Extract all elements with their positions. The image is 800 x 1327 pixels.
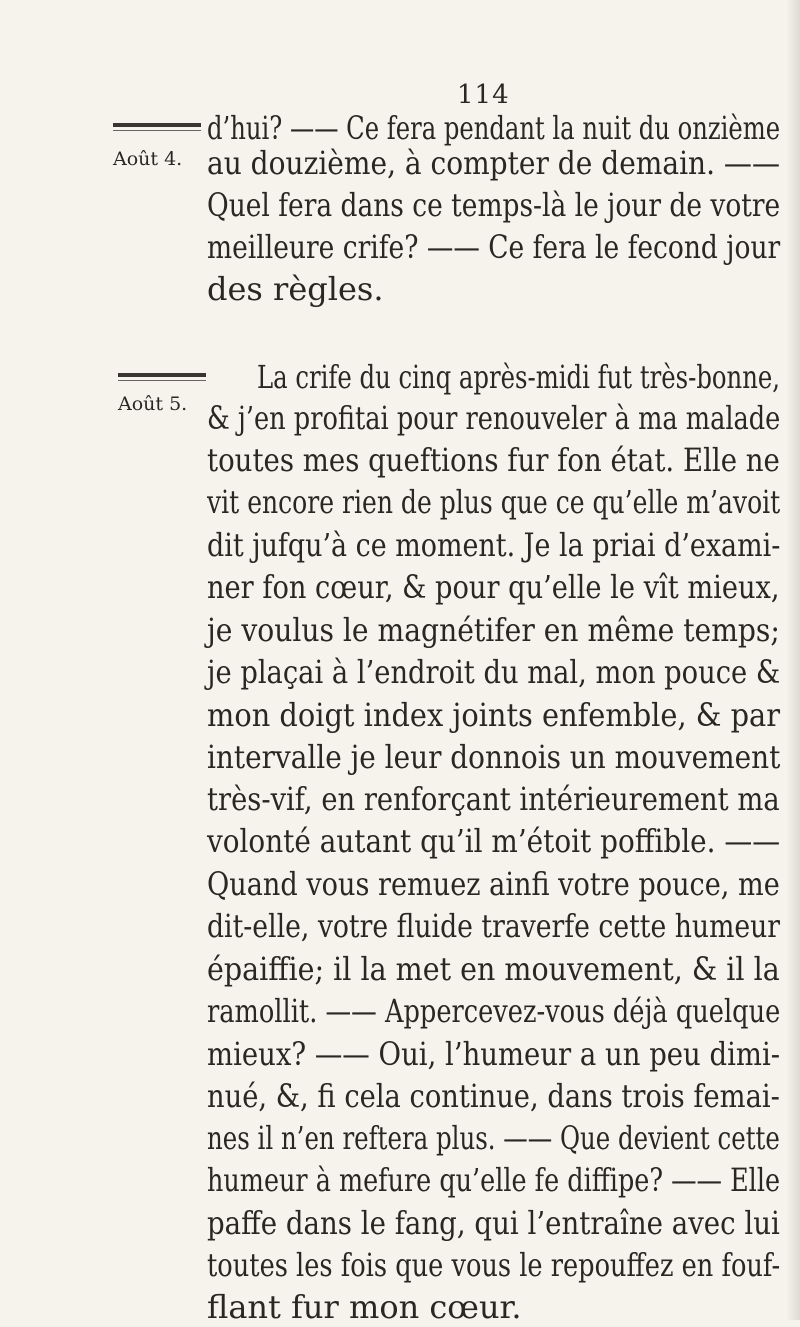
text-line: mon doigt index joints enfemble, & par xyxy=(207,696,781,734)
text-line: nes il n’en reftera plus. —— Que devient cette xyxy=(207,1119,780,1157)
text-line: ner fon cœur, & pour qu’elle le vît mieux, xyxy=(207,568,780,606)
text-line: je plaçai à l’endroit du mal, mon pouce & xyxy=(207,653,781,691)
text-line: dit jufqu’à ce moment. Je la priai d’exami- xyxy=(207,526,781,564)
text-line: Quel fera dans ce temps-là le jour de votre xyxy=(207,186,781,224)
margin-rule xyxy=(113,123,201,127)
text-line: au douzième, à compter de demain. —— xyxy=(207,144,780,182)
margin-note-date: Août 4. xyxy=(113,148,183,170)
text-line: vit encore rien de plus que ce qu’elle m’avoit xyxy=(207,483,781,521)
text-line: paffe dans le fang, qui l’entraîne avec lui xyxy=(207,1204,780,1242)
text-line: toutes les fois que vous le repouffez en fouf- xyxy=(207,1246,781,1284)
text-line: intervalle je leur donnois un mouvement xyxy=(207,738,781,776)
text-line: & j’en profitai pour renouveler à ma malade xyxy=(207,399,781,437)
text-line: toutes mes queftions fur fon état. Elle ne xyxy=(207,441,780,479)
text-line: ramollit. —— Appercevez-vous déjà quelque xyxy=(207,992,781,1030)
text-line: flant fur mon cœur. xyxy=(207,1288,522,1326)
text-line: dit-elle, votre fluide traverfe cette humeur xyxy=(207,907,781,945)
text-line: je voulus le magnétifer en même temps; xyxy=(207,611,780,649)
text-line: très-vif, en renforçant intérieurement ma xyxy=(207,780,780,818)
text-line: mieux? —— Oui, l’humeur a un peu dimi- xyxy=(207,1035,781,1073)
text-line: d’hui? —— Ce fera pendant la nuit du onzième xyxy=(207,109,781,147)
text-line: épaiffie; il la met en mouvement, & il la xyxy=(207,950,780,988)
text-line: humeur à mefure qu’elle fe diffipe? —— Elle xyxy=(207,1161,781,1199)
margin-note-date: Août 5. xyxy=(118,393,188,415)
page-edge-shadow xyxy=(786,0,800,1320)
margin-rule xyxy=(118,373,206,377)
text-line: meilleure crife? —— Ce fera le fecond jour xyxy=(207,228,781,266)
text-line: Quand vous remuez ainfi votre pouce, me xyxy=(207,865,780,903)
text-line: volonté autant qu’il m’étoit poffible. —— xyxy=(207,822,781,860)
text-line: nué, &, fi cela continue, dans trois femai- xyxy=(207,1077,780,1115)
text-line: des règles. xyxy=(207,270,384,308)
page-number: 114 xyxy=(457,80,510,110)
text-line: La crife du cinq après-midi fut très-bonne, xyxy=(257,358,781,396)
